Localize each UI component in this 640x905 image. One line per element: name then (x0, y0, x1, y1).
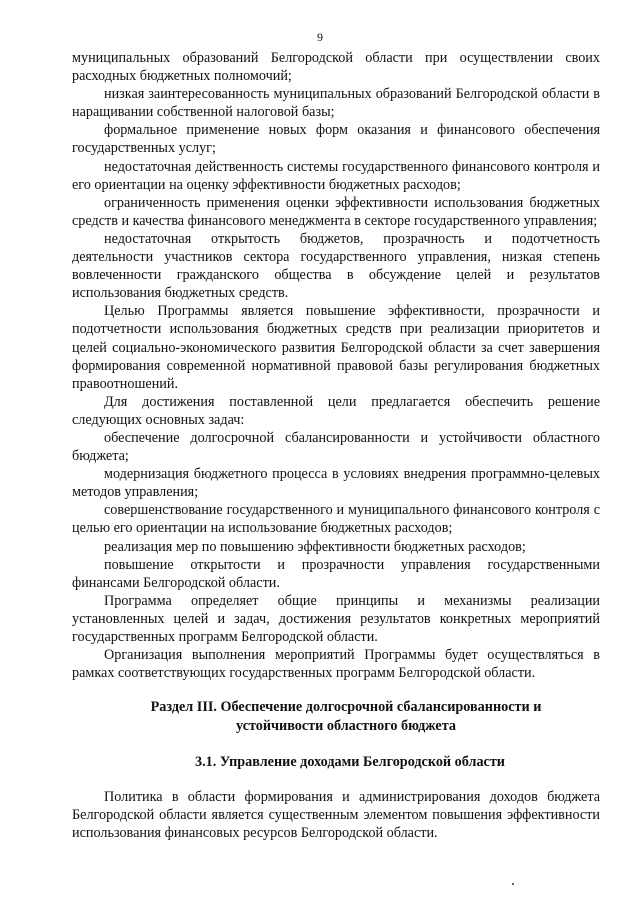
paragraph: формальное применение новых форм оказания и финансового обеспечения государственных услуг; (72, 122, 600, 157)
page-number: 9 (317, 30, 323, 44)
section-heading (72, 698, 600, 735)
document-body (72, 49, 600, 842)
section-heading-line: Раздел III. Обеспечение долгосрочной сбалансированности и (150, 699, 542, 716)
paragraph: модернизация бюджетного процесса в условиях внедрения программно-целевых методов управления; (72, 466, 600, 501)
scan-speck (512, 883, 514, 885)
section-heading-line: устойчивости областного бюджета (236, 717, 456, 734)
paragraph: Программа определяет общие принципы и механизмы реализации установленных целей и задач, достижения результатов конкретных мероприятий государственных программ Белгородской области. (72, 592, 600, 645)
paragraph-continuation: муниципальных образований Белгородской области при осуществлении своих расходных бюджетных полномочий; (72, 50, 600, 85)
paragraph: реализация мер по повышению эффективности бюджетных расходов; (104, 538, 526, 555)
paragraph: совершенствование государственного и муниципального финансового контроля с целью его ориентации на использование бюджетных расходов; (72, 502, 600, 537)
paragraph: недостаточная открытость бюджетов, прозрачность и подотчетность деятельности участников сектора государственного управления, низкая степень вовлеченности гражданского общества в обсуждение целей и результатов использования бюджетных средств. (72, 230, 600, 302)
paragraph: Целью Программы является повышение эффективности, прозрачности и подотчетности использования бюджетных средств при реализации приоритетов и целей социально-экономического развития Белгородской области за счет завершения формирования современной нормативной правовой базы регулирования бюджетных правоотношений. (72, 303, 600, 392)
paragraph: повышение открытости и прозрачности управления государственными финансами Белгородской области. (72, 556, 600, 591)
paragraph: недостаточная действенность системы государственного финансового контроля и его ориентации на оценку эффективности бюджетных расходов; (72, 158, 600, 193)
paragraph: Организация выполнения мероприятий Программы будет осуществляться в рамках соответствующих государственных программ Белгородской области. (72, 647, 600, 682)
paragraph: ограниченность применения оценки эффективности использования бюджетных средств и качества финансового менеджмента в секторе государственного управления; (72, 194, 600, 229)
paragraph: Для достижения поставленной цели предлагается обеспечить решение следующих основных задач: (72, 393, 600, 428)
paragraph: обеспечение долгосрочной сбалансированности и устойчивости областного бюджета; (72, 429, 600, 465)
paragraph: Политика в области формирования и администрирования доходов бюджета Белгородской области является существенным элементом повышения эффективности использования финансовых ресурсов Белгородской области. (72, 788, 600, 841)
subsection-heading: 3.1. Управление доходами Белгородской области (195, 754, 505, 771)
paragraph: низкая заинтересованность муниципальных образований Белгородской области в наращивании собственной налоговой базы; (72, 86, 600, 121)
